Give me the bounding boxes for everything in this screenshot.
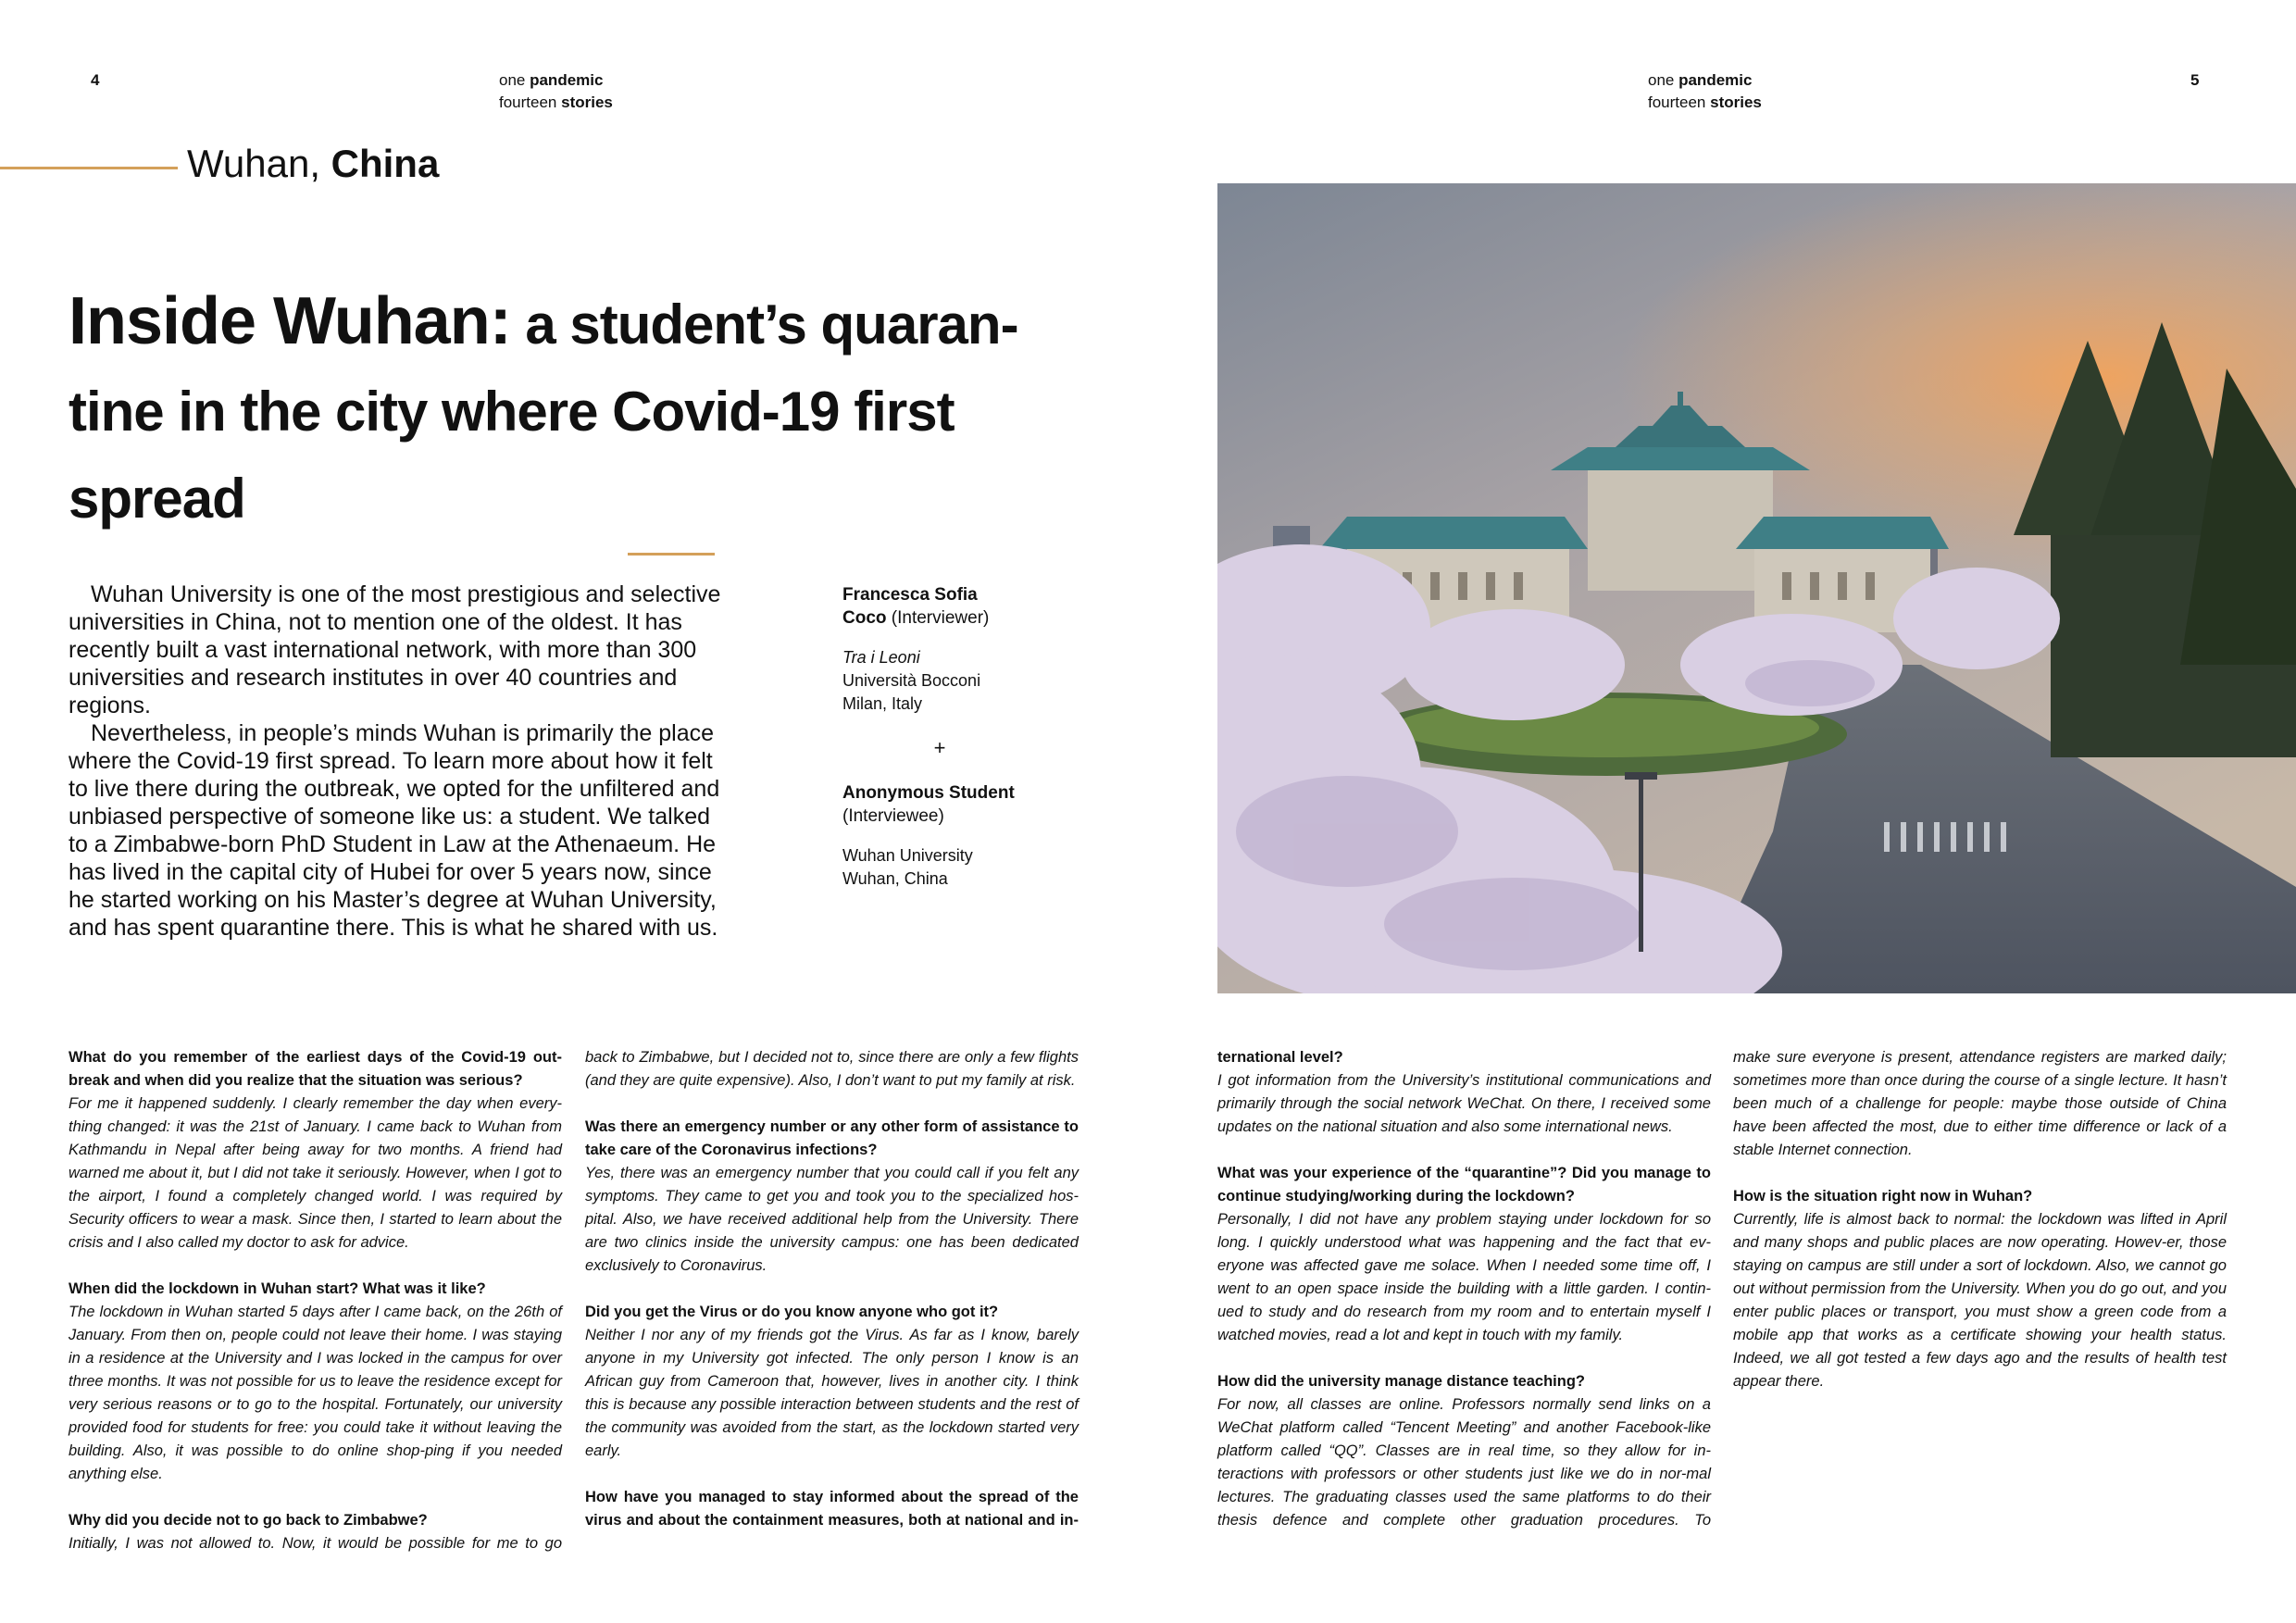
article-headline [69,285,1050,550]
answer: I got information from the University’s institutional communications and primarily through the social network WeChat. On there, I received some updates on the national situation and also some international news. [1217,1072,1711,1135]
wuhan-university-photo [1217,183,2296,993]
interviewer-institution: Università Bocconi [842,671,981,690]
interviewer-credit [842,583,1083,716]
interviewee-institution: Wuhan University [842,846,973,865]
interviewer-name-line2: Coco [842,608,887,628]
answer: Initially, I was not allowed to. Now, it would be possible for me to go [69,1535,562,1552]
question: What was your experience of the “quarantine”? Did you manage to continue studying/working during the lockdown? [1217,1165,1711,1205]
running-head-word: fourteen [499,94,562,111]
running-head-bold: stories [561,94,613,111]
accent-rule [0,167,178,169]
interviewer-name-line1: Francesca Sofia [842,585,978,605]
intro-text [69,581,728,942]
question: Did you get the Virus or do you know anyone who got it? [585,1304,999,1320]
interviewer-role: (Interviewer) [886,608,990,628]
answer: back to Zimbabwe, but I decided not to, since there are only a few flights (and they are quite expensive). Also, I don’t want to put my family at risk. [585,1049,1079,1089]
answer: Yes, there was an emergency number that you could call if you felt any symptoms. They came to get you and took you to the specialized hos-pital. Also, we have received additional help from the University. There are two clinics inside the university campus: one has been dedicated exclusively to Coronavirus. [585,1165,1079,1274]
interviewer-publication: Tra i Leoni [842,648,920,667]
section-title [187,141,439,187]
running-head-bold: pandemic [1678,71,1753,89]
answer: Currently, life is almost back to normal: the lockdown was lifted in April and many shops and public places are now operating. Howev-er, those staying on campus are still under a sort of lockdown. Also, we cannot go out without permission from the University. When you do go out, and you enter public places or transport, you must show a green code from a mobile app that works as a certificate showing your health status. Indeed, we all got tested a few days ago and the results of health test appear there. [1733,1211,2227,1390]
question: What do you remember of the earliest days of the Covid-19 out-break and when did you realize that the situation was serious? [69,1049,562,1089]
running-head-bold: pandemic [530,71,604,89]
interviewee-location: Wuhan, China [842,869,948,888]
running-head-left [499,69,613,114]
question: How is the situation right now in Wuhan? [1733,1188,2033,1205]
question: Was there an emergency number or any other form of assistance to take care of the Coronavirus infections? [585,1118,1079,1158]
page-number-right: 5 [2190,71,2200,89]
question: ternational level? [1217,1049,1343,1066]
accent-rule-short [628,553,715,556]
section-city: Wuhan, [187,142,331,185]
running-head-word: one [499,71,530,89]
headline-rest: a student’s quaran-tine in the city where Covid-19 first spread [69,293,1018,530]
interview-column-4 [1733,1046,2227,1393]
question: Why did you decide not to go back to Zimbabwe? [69,1512,428,1529]
credits [842,583,1083,891]
answer: For me it happened suddenly. I clearly remember the day when every-thing changed: it was the 21st of January. I came back to Wuhan from Kathmandu in Nepal after being away for two months. A friend had warned me about it, but I did not take it seriously. However, when I got to the airport, I found a completely changed world. I was required by Security officers to wear a mask. Since then, I started to learn about the crisis and I also called my doctor to ask for advice. [69,1095,562,1251]
intro-paragraph: Nevertheless, in people’s minds Wuhan is primarily the place where the Covid-19 first spread. To learn more about how it felt to live there during the outbreak, we opted for the unfiltered and unbiased perspective of someone like us: a student. We talked to a Zimbabwe-born PhD Student in Law at the Athenaeum. He has lived in the capital city of Hubei for over 5 years now, since he started working on his Master’s degree at Wuhan University, and has spent quarantine there. This is what he shared with us. [69,720,720,941]
interviewee-name: Anonymous Student [842,783,1015,803]
running-head-right [1648,69,1762,114]
interview-column-3 [1217,1046,1711,1532]
interview-column-2 [585,1046,1079,1532]
answer: make sure everyone is present, attendance registers are marked daily; sometimes more than once during the course of a single lecture. It hasn’t been much of a challenge for people: maybe those outside of China have been affected the most, due to either time difference or lack of a stable Internet connection. [1733,1049,2227,1158]
interviewee-credit [842,781,1083,891]
campus-illustration [1217,183,2296,993]
running-head-word: one [1648,71,1679,89]
answer: Neither I nor any of my friends got the Virus. As far as I know, barely anyone in my University got infected. The only person I know is an African guy from Cameroon that, however, lives in another city. I think this is because any possible interaction between students and the rest of the community was avoided from the start, as the lockdown started very early. [585,1327,1079,1459]
running-head-bold: stories [1710,94,1762,111]
page-number-left: 4 [91,71,100,89]
interview-column-1 [69,1046,562,1555]
intro-paragraph: Wuhan University is one of the most prestigious and selective universities in China, not to mention one of the oldest. It has recently built a vast international network, with more than 300 universities and research institutes in over 40 countries and regions. [69,581,721,718]
headline-lead: Inside Wuhan: [69,284,511,358]
answer: Personally, I did not have any problem staying under lockdown for so long. I quickly understood what was happening and the fact that ev-eryone was affected gave me solace. When I needed some time off, I went to an open space inside the building with a little garden. I contin-ued to study and do research from my room and to entertain myself I watched movies, read a lot and kept in touch with my family. [1217,1211,1711,1343]
answer: The lockdown in Wuhan started 5 days after I came back, on the 26th of January. From then on, people could not leave their home. I was staying in a residence at the University and I was locked in the campus for over three months. It was not possible for us to leave the residence except for very serious reasons or to go to the hospital. Fortunately, our university provided food for students for free: you could take it without leaving the building. Also, it was possible to do online shop-ping if you needed anything else. [69,1304,562,1482]
question: When did the lockdown in Wuhan start? What was it like? [69,1280,486,1297]
interviewer-location: Milan, Italy [842,694,923,713]
section-country: China [331,142,440,185]
question: How have you managed to stay informed about the spread of the virus and about the containment measures, both at national and in- [585,1489,1079,1529]
credit-separator: + [933,736,946,759]
answer: For now, all classes are online. Professors normally send links on a WeChat platform called “Tencent Meeting” and another Facebook-like platform called “QQ”. Classes are in real time, so they allow for in-teractions with professors or other students just like we do in nor-mal lectures. The graduating classes used the same platforms to do their thesis defence and complete other graduation procedures. To [1217,1396,1711,1529]
question: How did the university manage distance teaching? [1217,1373,1585,1390]
interviewee-role: (Interviewee) [842,806,944,826]
running-head-word: fourteen [1648,94,1711,111]
